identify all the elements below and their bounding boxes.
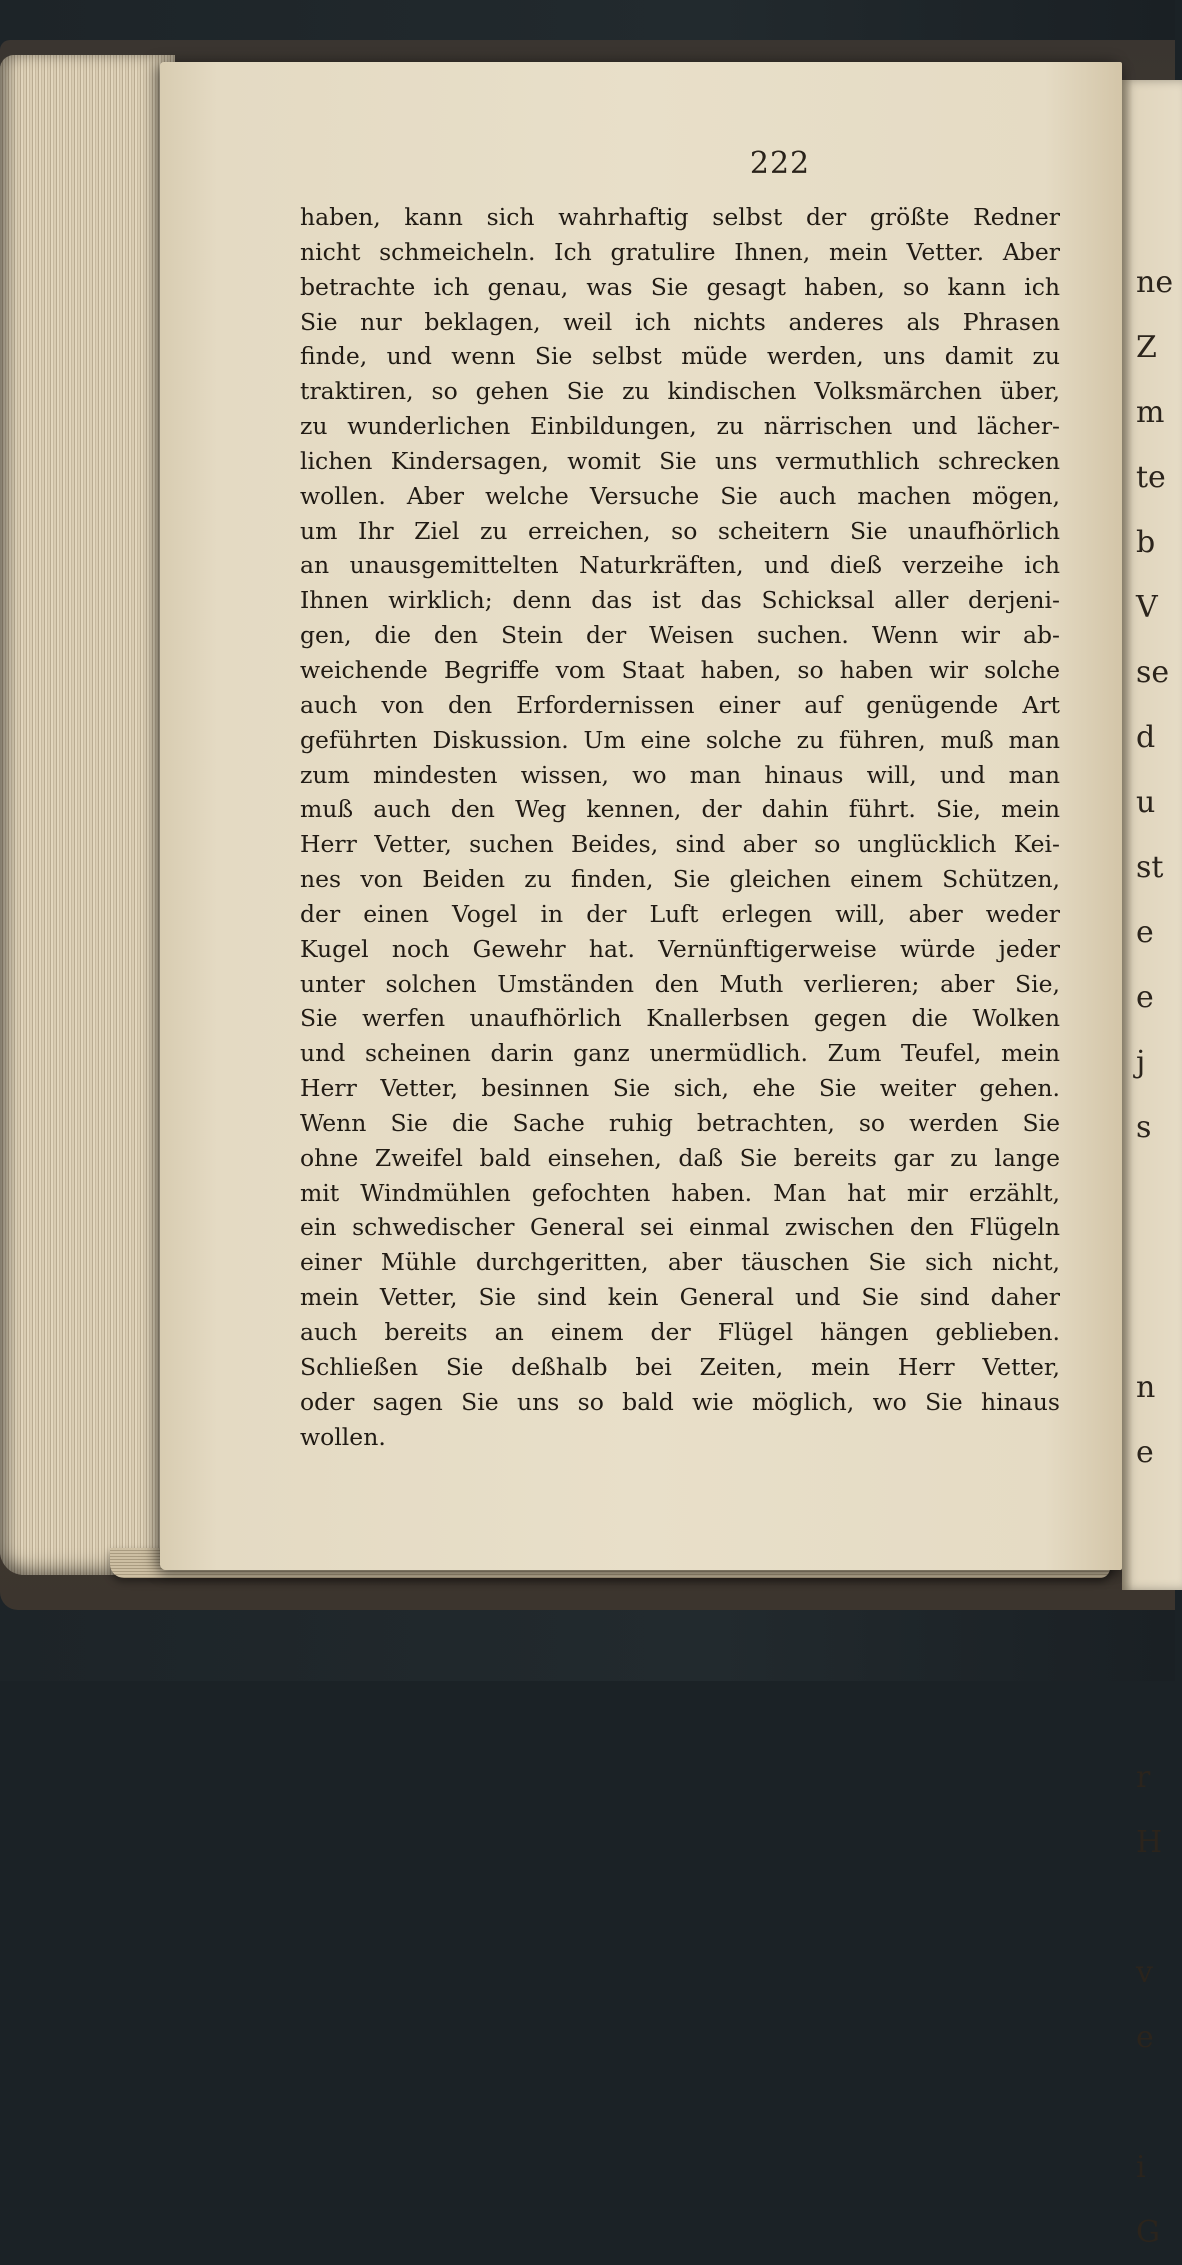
text-line: weichende Begriffe vom Staat haben, so haben wir solche <box>300 655 1060 684</box>
next-page-fragment: e <box>1136 915 1154 950</box>
text-line: ein schwedischer General sei einmal zwischen den Flügeln <box>300 1213 1060 1242</box>
text-line: Herr Vetter, besinnen Sie sich, ehe Sie weiter gehen. <box>300 1074 1060 1103</box>
text-line: Schließen Sie deßhalb bei Zeiten, mein Herr Vetter, <box>300 1352 1060 1381</box>
next-page-fragment: ne <box>1136 265 1174 300</box>
next-page-fragment: G <box>1136 2215 1160 2250</box>
next-page-fragment: j <box>1136 1045 1146 1080</box>
text-line: geführten Diskussion. Um eine solche zu führen, muß man <box>300 725 1060 754</box>
text-line: Herr Vetter, suchen Beides, sind aber so unglücklich Kei- <box>300 830 1060 859</box>
text-line: Sie nur beklagen, weil ich nichts anderes als Phrasen <box>300 307 1060 336</box>
text-line: und scheinen darin ganz unermüdlich. Zum Teufel, mein <box>300 1039 1060 1068</box>
next-page-fragment <box>1136 2070 1182 2135</box>
text-line: unter solchen Umständen den Muth verlieren; aber Sie, <box>300 969 1060 998</box>
next-page-fragment <box>1136 1160 1182 1225</box>
text-line: zum mindesten wissen, wo man hinaus will, und man <box>300 760 1060 789</box>
next-page-fragment: e <box>1136 1435 1154 1470</box>
text-line: Ihnen wirklich; denn das ist das Schicksal aller derjeni- <box>300 586 1060 615</box>
text-line: gen, die den Stein der Weisen suchen. Wenn wir ab- <box>300 621 1060 650</box>
next-page-fragment <box>1136 1225 1182 1290</box>
text-line: betrachte ich genau, was Sie gesagt haben, so kann ich <box>300 272 1060 301</box>
next-page-fragment: v <box>1136 1955 1153 1990</box>
page-number: 222 <box>749 146 811 181</box>
next-page-fragment <box>1136 1485 1182 1550</box>
text-line: Wenn Sie die Sache ruhig betrachten, so werden Sie <box>300 1108 1060 1137</box>
book-page <box>160 62 1122 1570</box>
next-page-fragment <box>1136 1875 1182 1940</box>
next-page-fragment <box>1136 1680 1182 1745</box>
text-line: nicht schmeicheln. Ich gratulire Ihnen, mein Vetter. Aber <box>300 237 1060 266</box>
next-page-edge <box>1122 80 1182 2250</box>
next-page-fragment <box>1136 1550 1182 1615</box>
next-page-fragment: b <box>1136 525 1156 560</box>
text-line: ohne Zweifel bald einsehen, daß Sie bereits gar zu lange <box>300 1143 1060 1172</box>
text-line: nes von Beiden zu finden, Sie gleichen einem Schützen, <box>300 865 1060 894</box>
text-line: Sie werfen unaufhörlich Knallerbsen gegen die Wolken <box>300 1004 1060 1033</box>
text-line: um Ihr Ziel zu erreichen, so scheitern Sie unaufhörlich <box>300 516 1060 545</box>
text-line: wollen. Aber welche Versuche Sie auch machen mögen, <box>300 481 1060 510</box>
next-page-fragment: e <box>1136 980 1154 1015</box>
text-line: der einen Vogel in der Luft erlegen will, aber weder <box>300 899 1060 928</box>
text-line: lichen Kindersagen, womit Sie uns vermuthlich schrecken <box>300 446 1060 475</box>
text-line: zu wunderlichen Einbildungen, zu närrischen und lächer- <box>300 412 1060 441</box>
text-line: auch bereits an einem der Flügel hängen geblieben. <box>300 1318 1060 1346</box>
text-line: traktiren, so gehen Sie zu kindischen Volksmärchen über, <box>300 377 1060 406</box>
text-line: einer Mühle durchgeritten, aber täuschen Sie sich nicht, <box>300 1248 1060 1277</box>
next-page-fragment <box>1136 1290 1182 1355</box>
text-line: wollen. <box>300 1422 386 1451</box>
next-page-fragment: u <box>1136 785 1156 820</box>
next-page-fragment: st <box>1136 850 1164 885</box>
text-line: oder sagen Sie uns so bald wie möglich, wo Sie hinaus <box>300 1387 1060 1416</box>
next-page-fragment: m <box>1136 395 1165 430</box>
text-line: muß auch den Weg kennen, der dahin führt. Sie, mein <box>300 795 1060 824</box>
text-line: auch von den Erfordernissen einer auf genügende Art <box>300 690 1060 719</box>
text-line: mit Windmühlen gefochten haben. Man hat mir erzählt, <box>300 1178 1060 1207</box>
next-page-fragment: n <box>1136 1370 1156 1405</box>
page-text <box>300 200 1060 1454</box>
next-page-fragments <box>1136 250 1182 2265</box>
next-page-fragment: V <box>1136 590 1158 625</box>
text-line: an unausgemittelten Naturkräften, und dieß verzeihe ich <box>300 551 1060 580</box>
next-page-fragment: Z <box>1136 330 1157 365</box>
next-page-fragment: r <box>1136 1760 1151 1795</box>
text-line: mein Vetter, Sie sind kein General und Sie sind daher <box>300 1283 1060 1312</box>
page-edges-left <box>0 55 175 1575</box>
next-page-fragment: e <box>1136 2020 1154 2055</box>
next-page-fragment: te <box>1136 460 1166 495</box>
next-page-fragment: d <box>1136 720 1156 755</box>
text-line: finde, und wenn Sie selbst müde werden, uns damit zu <box>300 342 1060 371</box>
next-page-fragment: i <box>1136 2150 1146 2185</box>
next-page-fragment: H <box>1136 1825 1163 1860</box>
next-page-fragment: s <box>1136 1110 1152 1145</box>
text-line: Kugel noch Gewehr hat. Vernünftigerweise würde jeder <box>300 934 1060 963</box>
text-line: haben, kann sich wahrhaftig selbst der größte Redner <box>300 203 1060 231</box>
next-page-fragment <box>1136 1615 1182 1680</box>
next-page-fragment: se <box>1136 655 1170 690</box>
